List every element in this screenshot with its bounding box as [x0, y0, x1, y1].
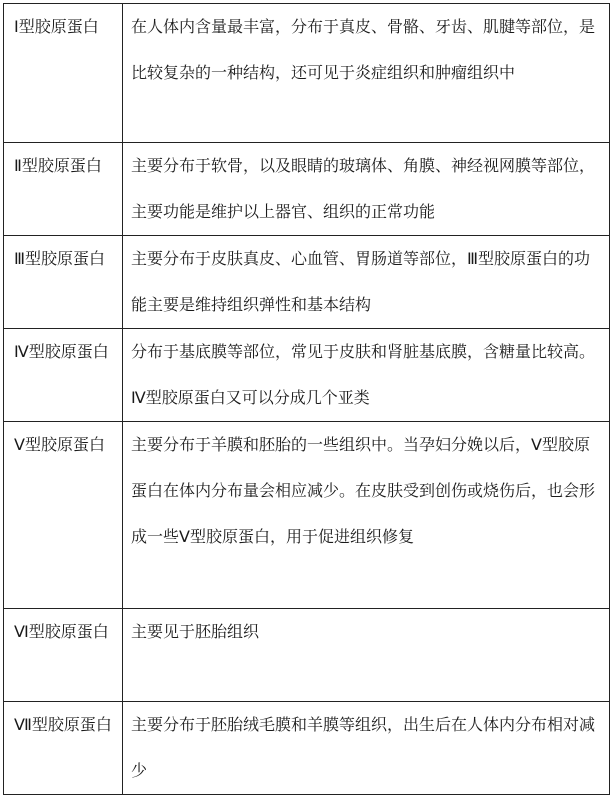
- table-row: [4, 329, 610, 422]
- table-row: [4, 422, 610, 609]
- table-row: [4, 4, 610, 143]
- collagen-type-cell: Ⅵ型胶原蛋白: [4, 609, 123, 702]
- table-row: [4, 609, 610, 702]
- collagen-types-table: [3, 3, 610, 795]
- collagen-description-cell: 分布于基底膜等部位，常见于皮肤和肾脏基底膜，含糖量比较高。Ⅳ型胶原蛋白又可以分成几个亚类: [123, 329, 610, 422]
- collagen-type-cell: Ⅶ型胶原蛋白: [4, 702, 123, 795]
- collagen-type-cell: Ⅴ型胶原蛋白: [4, 422, 123, 609]
- collagen-description-cell: 主要分布于皮肤真皮、心血管、胃肠道等部位，Ⅲ型胶原蛋白的功能主要是维持组织弹性和基本结构: [123, 236, 610, 329]
- collagen-description-cell: 主要见于胚胎组织: [123, 609, 610, 702]
- collagen-type-cell: Ⅲ型胶原蛋白: [4, 236, 123, 329]
- collagen-description-cell: 主要分布于胚胎绒毛膜和羊膜等组织，出生后在人体内分布相对减少: [123, 702, 610, 795]
- collagen-type-cell: Ⅰ型胶原蛋白: [4, 4, 123, 143]
- table-row: [4, 236, 610, 329]
- collagen-type-cell: Ⅳ型胶原蛋白: [4, 329, 123, 422]
- collagen-description-cell: 主要分布于羊膜和胚胎的一些组织中。当孕妇分娩以后，Ⅴ型胶原蛋白在体内分布量会相应减少。在皮肤受到创伤或烧伤后，也会形成一些Ⅴ型胶原蛋白，用于促进组织修复: [123, 422, 610, 609]
- collagen-type-cell: Ⅱ型胶原蛋白: [4, 143, 123, 236]
- table-row: [4, 702, 610, 795]
- collagen-description-cell: 在人体内含量最丰富，分布于真皮、骨骼、牙齿、肌腱等部位，是比较复杂的一种结构，还可见于炎症组织和肿瘤组织中: [123, 4, 610, 143]
- collagen-description-cell: 主要分布于软骨，以及眼睛的玻璃体、角膜、神经视网膜等部位，主要功能是维护以上器官、组织的正常功能: [123, 143, 610, 236]
- table-row: [4, 143, 610, 236]
